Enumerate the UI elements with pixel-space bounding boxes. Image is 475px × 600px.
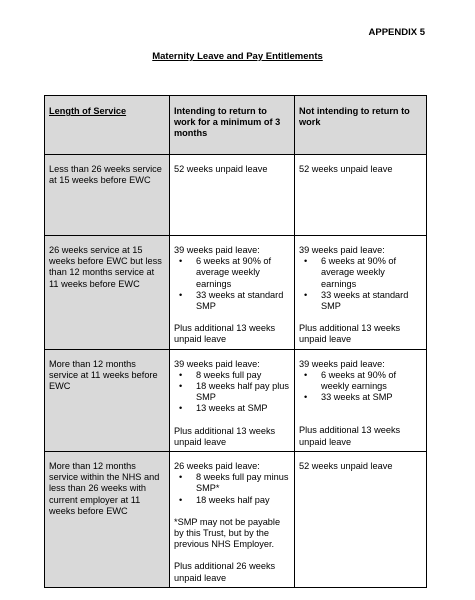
header-not-intending-to-return: Not intending to return to work [295,96,427,155]
entitlement-list [174,370,290,415]
bullet-icon: • [179,256,183,267]
table-header-row [45,96,427,155]
entitlement-extra: Plus additional 26 weeks unpaid leave [174,561,276,583]
table-row [45,349,427,451]
table-row [45,452,427,588]
list-item: • 13 weeks at SMP [179,403,268,414]
no-return-cell [295,452,427,588]
entitlements-table [44,95,427,588]
entitlement-intro: 39 weeks paid leave: [174,358,260,369]
bullet-icon: • [304,369,308,380]
list-item: • 33 weeks at SMP [304,392,393,403]
entitlement-intro: 52 weeks unpaid leave [174,164,268,174]
list-item: • 6 weeks at 90% of average weekly earnings [179,256,272,289]
service-cell: Less than 26 weeks service at 15 weeks before EWC [45,155,170,236]
entitlement-list [299,370,422,404]
list-item: • 6 weeks at 90% of weekly earnings [304,369,397,392]
list-item: • 8 weeks full pay [179,369,262,380]
return-cell [170,349,295,451]
bullet-icon: • [179,369,183,380]
entitlement-intro: 39 weeks paid leave: [299,358,385,369]
list-item: • 33 weeks at standard SMP [304,289,409,312]
no-return-cell [295,349,427,451]
bullet-icon: • [179,472,183,483]
entitlement-intro: 52 weeks unpaid leave [299,164,393,174]
service-cell: More than 12 months service within the NHS and less than 26 weeks with current employer at 11 weeks before EWC [45,452,170,588]
entitlement-extra: Plus additional 13 weeks unpaid leave [174,425,276,447]
no-return-cell [295,236,427,350]
list-item: • 8 weeks full pay minus SMP* [179,472,289,494]
entitlement-intro: 39 weeks paid leave: [299,245,385,255]
table-row [45,236,427,350]
bullet-icon: • [304,289,308,300]
entitlement-list [299,256,422,312]
list-item: • 18 weeks half pay plus SMP [179,381,289,403]
entitlement-extra: Plus additional 13 weeks unpaid leave [299,323,401,345]
entitlement-intro: 39 weeks paid leave: [174,245,260,255]
no-return-cell [295,155,427,236]
entitlement-intro: 26 weeks paid leave: [174,461,260,472]
bullet-icon: • [179,403,183,414]
return-cell [170,452,295,588]
appendix-label: APPENDIX 5 [368,27,425,38]
entitlement-intro: 52 weeks unpaid leave [299,461,393,472]
bullet-icon: • [304,392,308,403]
entitlement-extra: Plus additional 13 weeks unpaid leave [174,323,276,345]
bullet-icon: • [304,256,308,267]
header-intending-to-return: Intending to return to work for a minimum of 3 months [170,96,295,155]
header-length-of-service: Length of Service [45,96,170,155]
service-cell: More than 12 months service at 11 weeks before EWC [45,349,170,451]
bullet-icon: • [179,381,183,392]
entitlement-list [174,472,290,506]
return-cell [170,236,295,350]
return-cell [170,155,295,236]
list-item: • 33 weeks at standard SMP [179,289,284,312]
entitlement-note: *SMP may not be payable by this Trust, but by the previous NHS Employer. [174,516,281,550]
document-title: Maternity Leave and Pay Entitlements [152,51,323,62]
list-item: • 18 weeks half pay [179,494,270,505]
bullet-icon: • [179,289,183,300]
table-row [45,155,427,236]
entitlement-list [174,256,290,312]
entitlement-extra: Plus additional 13 weeks unpaid leave [299,425,401,447]
list-item: • 6 weeks at 90% of average weekly earnings [304,256,397,289]
bullet-icon: • [179,494,183,505]
service-cell: 26 weeks service at 15 weeks before EWC but less than 12 months service at 11 weeks before EWC [45,236,170,350]
